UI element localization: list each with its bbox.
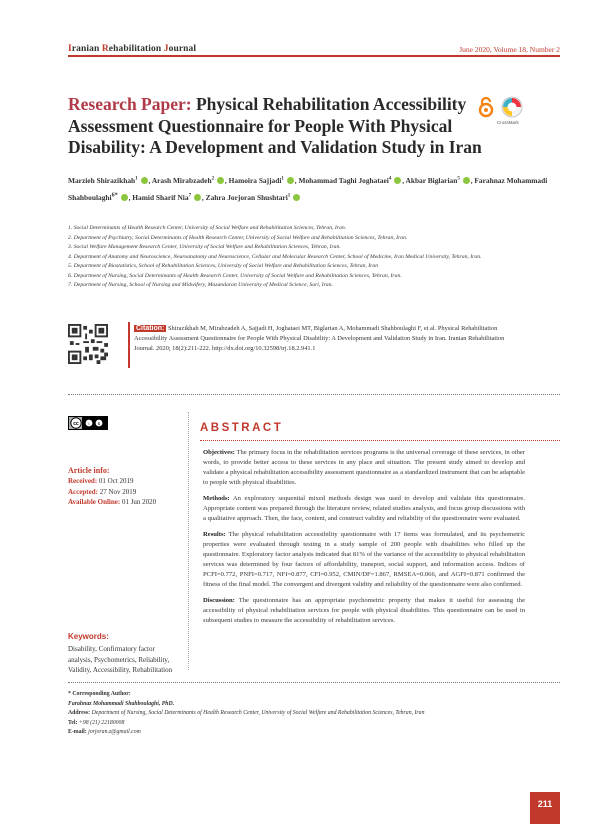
abstract-objectives: Objectives: The primary focus in the rehabilitation services programs is the universal coverage of these services, in other words, to provide better access to these services in any place and situation. The present study aimed to develop and validate a physical rehabilitation accessibility assessment questionnaire as a standardized instrument that can be adaptable to people with physical disabilities. [203,449,525,486]
abstract-methods: Methods: An exploratory sequential mixed methods design was used to develop and validate this questionnaire. Appropriate content was prepared through the literature review, related studies analysis, and focus group discussions with a qualitative approach. Then, the face, content, and construct validity and reliability of the questionnaire were evaluated. [203,495,525,522]
keywords: Disability, Confirmatory factor analysis, Psychometrics, Reliability, Validity, Accessibility, Rehabilitation [68,645,173,674]
abstract-divider [200,440,560,441]
title-icons [478,96,523,123]
page-number: 211 [530,792,560,824]
affiliations [68,224,558,291]
corresponding-tel: Tel: +98 (21) 22180008 [68,719,125,726]
citation-text: Shirazikhah M, Mirabzadeh A, Sajjadi H, Joghataei MT, Biglarian A, Mohammadi Shahboulaghi F, et al. Physical Rehabilitation Accessibility Assessment Questionnaire for People With Physical Disability: A Development and Validation Study in Iran. Iranian Rehabilitation Journal. 2020; 18(2):211-222. http://dx.doi.org/10.32598/irj.18.2.941.1 [134,325,505,352]
author[interactable]: Hamoira Sajjadi$^1$ , [228,176,297,186]
title-text: Physical Rehabilitation Accessibility Assessment Questionnaire for People With Physical Disability: A Development and Validation Study in Iran [68,94,482,157]
abstract-heading: ABSTRACT [200,422,284,434]
abstract-body [203,448,525,632]
orcid-icon[interactable] [463,177,470,184]
divider [68,394,560,395]
orcid-icon[interactable] [194,194,201,201]
citation [134,324,526,354]
article-info-heading: Article info: [68,466,110,475]
article-info [68,476,156,508]
author[interactable]: Marzieh Shirazikhah$^1$ , [68,176,151,186]
cc-license-icon[interactable] [68,416,108,430]
author[interactable]: Arash Mirabzadeh$^2$ , [151,176,227,186]
author[interactable]: Mohammad Taghi Joghataei$^4$ , [298,176,405,186]
affiliation: 6. Department of Nursing, Social Determinants of Health Research Center, University of Social Welfare and Rehabilitation Sciences, Tehran, Iran. [68,272,402,279]
corresponding-author [68,690,538,738]
received-date: Received: 01 Oct 2019 [68,477,134,485]
orcid-icon[interactable] [394,177,401,184]
author[interactable]: Hamid Sharif Nia$^7$ , [132,192,204,202]
author[interactable]: Farahnaz Mohammadi Shahboulaghi$^{6*}$ , [68,176,548,202]
citation-label: Citation: [136,325,165,332]
abstract-results: Results: The physical rehabilitation accessibility questionnaire with 17 items was formulated, and its psychometric properties were evaluated through testing in a study sample of 200 people with disabilities who filled up the questionnaire. Exploratory factor analysis indicated that 81% of the variance of the accessibility to physical rehabilitation services was determined by four factors of affordability, transport, social support, and information access. Indices of PCFI=0.772, PNFI=0.717, NFI=0.877, CFI=0.952, CMIN/DF=1.867, RMSEA=0.066, and AGFI=0.871 confirmed the fitness of the final model. The convergent and divergent validity and reliability of the questionnaire were also confirmed. [203,531,526,588]
issue-info: June 2020, Volume 18, Number 2 [459,45,560,54]
corresponding-email[interactable]: E-mail: jorjoran.z@gmail.com [68,729,141,735]
journal-name: Iranian Rehabilitation Journal [68,44,197,54]
author[interactable]: Akbar Biglarian$^5$ , [405,176,473,186]
abstract-discussion: Discussion: The questionnaire has an appropriate psychometric property that makes it useful for assessing the accessibility of physical rehabilitation services for people with physical disabilities. This questionnaire can be used in subsequent studies to measure the accessibility of rehabilitation services. [203,597,525,624]
svg-text:cc: cc [73,420,79,427]
orcid-icon[interactable] [287,177,294,184]
header-divider [68,55,560,57]
svg-text:i: i [88,420,90,426]
svg-text:$: $ [97,420,101,426]
divider [68,682,560,683]
article-title [68,94,482,159]
corresponding-name: Farahnaz Mohammadi Shahboulaghi, PhD. [68,700,175,707]
orcid-icon[interactable] [121,194,128,201]
author-list [68,172,558,205]
corresponding-heading: * Corresponding Author: [68,691,131,697]
column-divider [188,412,189,670]
crossmark-label: CrossMark [497,120,519,125]
affiliation: 4. Department of Anatomy and Neuroscience, Neuroanatomy and Neuroscience, Cellular and Molecular Research Center, School of Medicine, Iran Medical University, Tehran, Iran. [68,253,482,260]
affiliation: 5. Department of Biostatistics, School of Rehabilitation Sciences, University of Social Welfare and Rehabilitation Sciences, Tehran, Iran [68,263,379,269]
online-date: Available Online: 01 Jun 2020 [68,498,157,506]
orcid-icon[interactable] [293,194,300,201]
citation-accent-bar [128,322,130,368]
affiliation: 3. Social Welfare Management Research Center, University of Social Welfare and Rehabilitation Sciences, Tehran, Iran. [68,244,341,250]
author[interactable]: Zahra Jorjoran Shushtari$^1$ [206,193,302,202]
affiliation: 2. Department of Psychiatry, Social Determinants of Health Research Center, University of Social Welfare and Rehabilitation Sciences, Tehran, Iran. [68,234,408,241]
orcid-icon[interactable] [141,177,148,184]
affiliation: 7. Department of Nursing, School of Nursing and Midwifery, Mazandaran University of Medical Science, Sari, Iran. [68,282,333,288]
qr-code-icon[interactable] [68,324,108,364]
accepted-date: Accepted: 27 Nov 2019 [68,487,137,496]
corresponding-address: Address: Department of Nursing, Social Determinants of Health Research Center, University of Social Welfare and Rehabilitation Sciences, Tehran, Iran [68,710,425,716]
paper-type: Research Paper: [68,94,192,114]
keywords-heading: Keywords: [68,632,109,641]
open-access-icon [478,96,494,118]
affiliation: 1. Social Determinants of Health Research Center, University of Social Welfare and Rehabilitation Sciences, Tehran, Iran. [68,225,347,231]
orcid-icon[interactable] [217,177,224,184]
crossmark-icon[interactable] [501,96,523,120]
